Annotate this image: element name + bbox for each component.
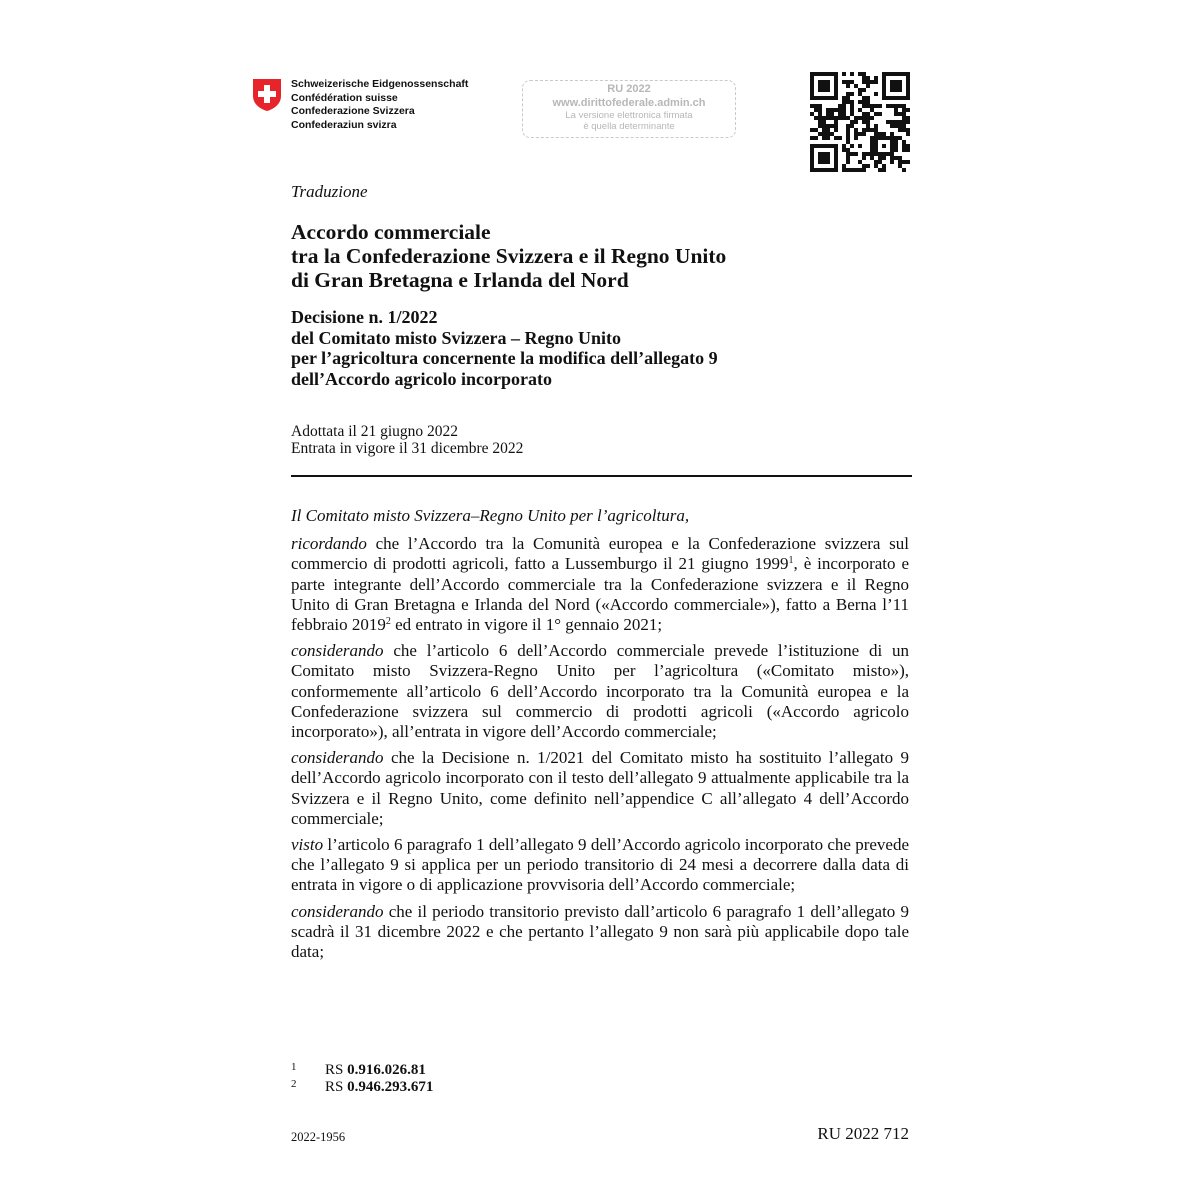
decision-line: Decisione n. 1/2022: [291, 307, 438, 327]
decision-line: per l’agricoltura concernente la modifica dell’allegato 9: [291, 348, 718, 368]
footnote: [291, 1079, 433, 1096]
recital-text: che la Decisione n. 1/2021 del Comitato misto ha sostituito l’allegato 9 dell’Accordo agricolo incorporato con il testo dell’allegato 9 attualmente applicabile tra la Svizzera e il Regno Unito, come definito nell’appendice C all’allegato 4 dell’Accordo commerciale;: [291, 748, 909, 828]
recital-lead: ricordando: [291, 534, 367, 554]
decision-heading: [291, 307, 911, 389]
stamp-website: www.dirittofederale.admin.ch: [552, 97, 706, 109]
confederation-line-de: Schweizerische Eidgenossenschaft: [291, 78, 469, 90]
recital-text: che l’Accordo tra la Comunità europea e la Confederazione svizzera sul commercio di prodotti agricoli, fatto a Lussemburgo il 21 giugno 1999: [291, 534, 909, 574]
swiss-cross-shield-icon: [252, 78, 282, 112]
footnote-reference[interactable]: 0.916.026.81: [347, 1062, 426, 1078]
footnote-prefix: RS: [325, 1062, 348, 1078]
translation-label: Traduzione: [291, 182, 368, 201]
recital-text: che il periodo transitorio previsto dall’articolo 6 paragrafo 1 dell’allegato 9 scadrà il 31 dicembre 2022 e che pertanto l’allegato 9 non sarà più applicabile dopo tale data;: [291, 901, 909, 962]
recital-lead: visto: [291, 835, 324, 855]
recital-text: , è incorporato e parte integrante dell’Accordo commerciale tra la Confederazione svizzera e il Regno Unito di Gran Bretagna e Irlanda del Nord («Accordo commerciale»), fatto a Berna l’11 febbraio 2019: [291, 554, 909, 635]
document-body: [291, 506, 909, 968]
confederation-line-fr: Confédération suisse: [291, 91, 398, 104]
recital-text: l’articolo 6 paragrafo 1 dell’allegato 9 dell’Accordo agricolo incorporato che prevede che l’allegato 9 si applica per un periodo transitorio di 24 mesi a decorrere dalla data di entrata in vigore o di applicazione provvisoria dell’Accordo commerciale;: [291, 835, 909, 895]
recital-paragraph: [291, 902, 909, 963]
preamble-intro: Il Comitato misto Svizzera–Regno Unito per l’agricoltura,: [291, 506, 690, 525]
entry-into-force-date: Entrata in vigore il 31 dicembre 2022: [291, 440, 524, 457]
stamp-note-line2: è quella determinante: [583, 121, 675, 132]
recital-paragraph: [291, 748, 909, 829]
stamp-collection: RU 2022: [607, 83, 651, 95]
title-line: tra la Confederazione Svizzera e il Regno Unito: [291, 244, 727, 268]
recital-lead: considerando: [291, 901, 384, 921]
footnotes: [291, 1062, 433, 1095]
stamp-note-line1: La versione elettronica firmata: [565, 110, 693, 121]
confederation-line-it: Confederazione Svizzera: [291, 105, 415, 117]
document-dates: [291, 423, 523, 457]
recital-lead: considerando: [291, 641, 384, 661]
adoption-date: Adottata il 21 giugno 2022: [291, 423, 459, 440]
decision-line: dell’Accordo agricolo incorporato: [291, 368, 552, 389]
recital-text: ed entrato in vigore il 1° gennaio 2021;: [390, 615, 663, 635]
confederation-name: [291, 78, 468, 132]
document-number: 2022-1956: [291, 1130, 346, 1144]
recital-paragraph: [291, 835, 909, 896]
footnote-ref[interactable]: 2: [385, 616, 391, 628]
recital-paragraph: [291, 641, 909, 742]
confederation-line-rm: Confederaziun svizra: [291, 118, 397, 131]
official-publication-stamp: [522, 80, 736, 138]
recital-lead: considerando: [291, 748, 384, 768]
footnote-reference[interactable]: 0.946.293.671: [347, 1078, 434, 1095]
page-reference: RU 2022 712: [817, 1124, 909, 1143]
header-divider: [291, 475, 912, 477]
recital-paragraph: [291, 534, 909, 635]
footnote-prefix: RS: [325, 1078, 348, 1095]
title-line: di Gran Bretagna e Irlanda del Nord: [291, 268, 629, 292]
title-line: Accordo commerciale: [291, 220, 491, 244]
footnote-ref[interactable]: 1: [788, 555, 794, 567]
footnote-number: 1: [291, 1061, 297, 1073]
decision-line: del Comitato misto Svizzera – Regno Unito: [291, 327, 621, 348]
recital-text: che l’articolo 6 dell’Accordo commerciale prevede l’istituzione di un Comitato misto Svizzera-Regno Unito per l’agricoltura («Comitato misto»), conformemente all’articolo 6 dell’Accordo incorporato tra la Comunità europea e la Confederazione svizzera sul commercio di prodotti agricoli («Accordo agricolo incorporato»), all’entrata in vigore dell’Accordo commerciale;: [291, 641, 909, 742]
document-title: [291, 220, 911, 292]
qr-code-icon: [810, 72, 910, 172]
footnote-number: 2: [291, 1077, 297, 1090]
